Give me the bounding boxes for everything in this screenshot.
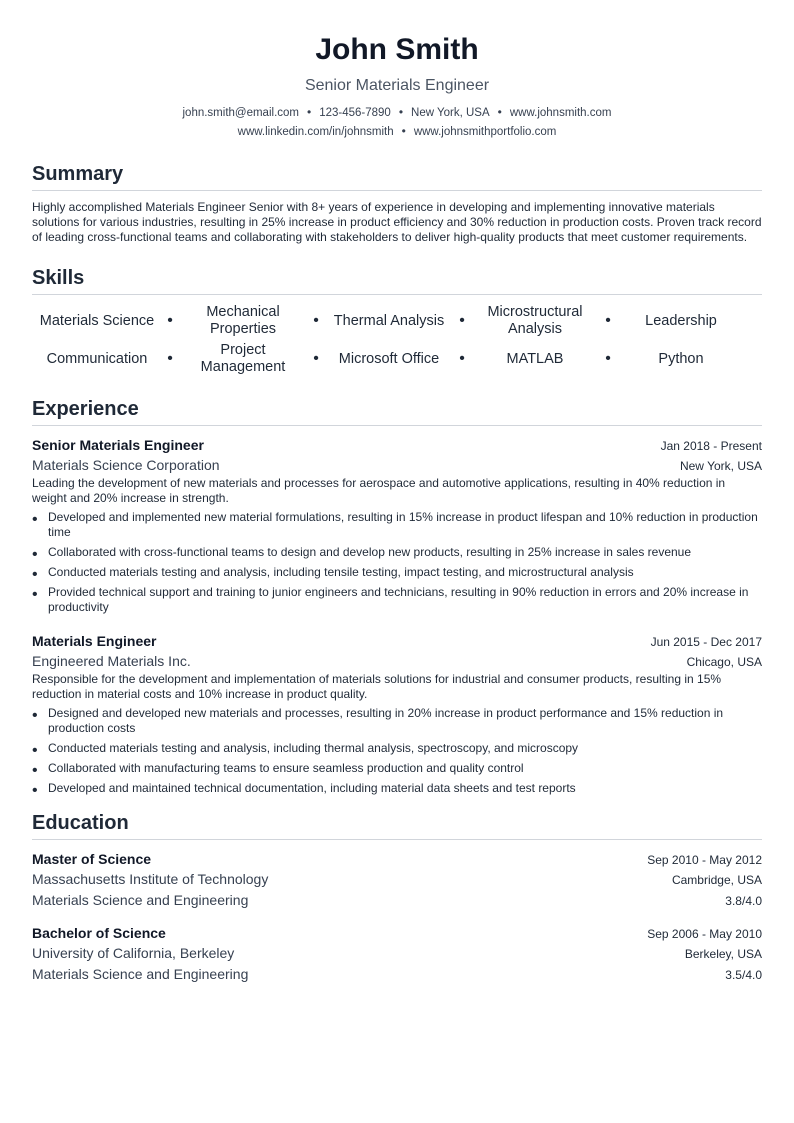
bullet-icon: •: [313, 312, 319, 329]
skills-row: [32, 340, 762, 378]
job-location: Chicago, USA: [686, 655, 762, 669]
job-title: Materials Engineer: [32, 633, 157, 649]
bullet-icon: •: [459, 350, 465, 367]
education-dates: Sep 2006 - May 2010: [647, 927, 762, 941]
degree-row: [32, 923, 762, 943]
bullet-icon: •: [167, 312, 173, 329]
job-bullets: [32, 510, 762, 615]
degree-row: [32, 849, 762, 869]
job-description: Leading the development of new materials and processes for aerospace and automotive applications, resulting in 40% reduction in weight and 20% increase in strength.: [32, 476, 726, 505]
job-entry: [32, 435, 762, 615]
education-entry: [32, 923, 762, 985]
contact-separator: •: [401, 124, 406, 138]
skills-grid: [32, 302, 762, 378]
education-dates: Sep 2010 - May 2012: [647, 853, 762, 867]
education-heading: Education: [32, 810, 762, 840]
contact-separator: •: [307, 105, 312, 119]
job-dates: Jun 2015 - Dec 2017: [650, 635, 762, 649]
job-entry: [32, 631, 762, 796]
gpa: 3.8/4.0: [725, 894, 762, 908]
contact-separator: •: [497, 105, 502, 119]
field-row: [32, 890, 762, 911]
job-description: Responsible for the development and implementation of materials solutions for industrial and consumer products, resulting in 15% reduction in material costs and 10% increase in product quality.: [32, 672, 722, 701]
skills-section: [32, 265, 762, 378]
job-company-row: [32, 455, 762, 476]
list-item: • Collaborated with manufacturing teams to ensure seamless production and quality control: [32, 761, 762, 776]
job-location: New York, USA: [679, 459, 762, 473]
school-row: [32, 869, 762, 890]
degree-name: Master of Science: [32, 851, 152, 867]
location-text: New York, USA: [411, 107, 490, 119]
education-entry: [32, 849, 762, 911]
summary-heading: Summary: [32, 161, 762, 191]
skill-item: Communication: [46, 350, 148, 367]
company-name: Materials Science Corporation: [32, 457, 220, 473]
skill-item: Thermal Analysis: [333, 312, 445, 329]
skill-item: Project Management: [200, 342, 286, 375]
school-name: Massachusetts Institute of Technology: [32, 871, 269, 887]
job-company-row: [32, 651, 762, 672]
skill-item: Materials Science: [39, 312, 155, 329]
job-header-row: [32, 631, 762, 651]
list-item: • Developed and implemented new material formulations, resulting in 15% increase in product lifespan and 10% reduction in production time: [32, 510, 762, 540]
school-row: [32, 943, 762, 964]
bullet-icon: •: [313, 350, 319, 367]
gpa: 3.5/4.0: [725, 968, 762, 982]
skill-item: Microstructural Analysis: [487, 304, 583, 337]
linkedin-link[interactable]: www.linkedin.com/in/johnsmith: [237, 126, 394, 138]
portfolio-link[interactable]: www.johnsmithportfolio.com: [413, 126, 557, 138]
resume-page: [32, 0, 762, 985]
field-row: [32, 964, 762, 985]
list-item: • Provided technical support and training to junior engineers and technicians, resulting in 90% reduction in errors and 20% increase in productivity: [32, 585, 762, 615]
list-item: • Conducted materials testing and analysis, including thermal analysis, spectroscopy, and microscopy: [32, 741, 762, 756]
bullet-icon: •: [167, 350, 173, 367]
summary-section: [32, 161, 762, 245]
contact-line-2: [32, 122, 762, 141]
job-dates: Jan 2018 - Present: [660, 439, 762, 453]
resume-header: [32, 0, 762, 141]
contact-line-1: [32, 103, 762, 122]
list-item: • Designed and developed new materials and processes, resulting in 20% increase in product performance and 15% reduction in production costs: [32, 706, 762, 736]
bullet-icon: •: [605, 312, 611, 329]
school-location: Cambridge, USA: [671, 873, 762, 887]
company-name: Engineered Materials Inc.: [32, 653, 191, 669]
skill-item: Mechanical Properties: [206, 304, 280, 337]
candidate-title: Senior Materials Engineer: [304, 77, 490, 94]
list-item: • Developed and maintained technical documentation, including material data sheets and test reports: [32, 781, 762, 796]
website-link[interactable]: www.johnsmith.com: [509, 107, 612, 119]
school-name: University of California, Berkeley: [32, 945, 235, 961]
skill-item: MATLAB: [506, 350, 564, 367]
summary-text: Highly accomplished Materials Engineer Senior with 8+ years of experience in developing and implementing innovative materials solutions for various industries, resulting in 25% increase in product efficiency and 30% reduction in production costs. Proven track record of leading cross-functional teams and collaborating with stakeholders to deliver high-quality products that meet customer requirements.: [32, 200, 762, 244]
experience-heading: Experience: [32, 396, 762, 426]
skill-item: Microsoft Office: [338, 350, 440, 367]
skill-item: Python: [658, 350, 704, 367]
list-item: • Collaborated with cross-functional teams to design and develop new products, resulting in 25% increase in sales revenue: [32, 545, 762, 560]
degree-name: Bachelor of Science: [32, 925, 166, 941]
field-of-study: Materials Science and Engineering: [32, 892, 249, 908]
job-title: Senior Materials Engineer: [32, 437, 204, 453]
experience-section: [32, 396, 762, 796]
job-bullets: [32, 706, 762, 796]
bullet-icon: •: [605, 350, 611, 367]
education-section: [32, 810, 762, 985]
skills-row: [32, 302, 762, 340]
field-of-study: Materials Science and Engineering: [32, 966, 249, 982]
contact-separator: •: [398, 105, 404, 119]
list-item: • Conducted materials testing and analysis, including tensile testing, impact testing, and microstructural analysis: [32, 565, 762, 580]
skills-heading: Skills: [32, 265, 762, 295]
job-header-row: [32, 435, 762, 455]
bullet-icon: •: [459, 312, 465, 329]
skill-item: Leadership: [645, 312, 717, 329]
school-location: Berkeley, USA: [684, 947, 762, 961]
phone-text: 123-456-7890: [319, 107, 391, 119]
email-link[interactable]: john.smith@email.com: [182, 107, 299, 119]
candidate-name: John Smith: [315, 33, 479, 66]
